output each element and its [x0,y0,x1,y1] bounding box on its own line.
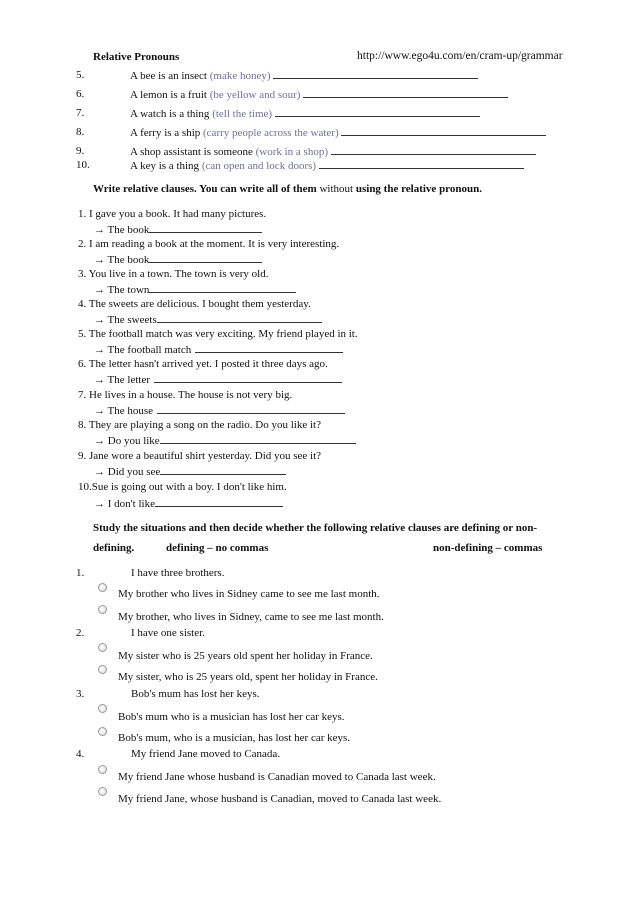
situation: I have three brothers. [131,567,225,579]
item-number: 9. [76,145,85,157]
answer-blank[interactable] [319,158,524,169]
question: 8. They are playing a song on the radio. Do you like it? [78,419,321,431]
sentence: A watch is a thing [130,108,210,120]
list-item-text [130,106,480,121]
list-item [76,144,84,158]
answer-prompt: → The sweets [94,314,157,326]
answer-line [94,282,296,297]
radio-button[interactable] [98,727,107,736]
sentence: A ferry is a ship [130,127,201,139]
list-item-text [130,125,546,140]
answer-blank[interactable] [154,372,342,383]
sentence: A key is a thing [130,160,200,172]
list-item [76,125,84,139]
list-item [76,158,90,172]
item-number: 10. [76,159,90,171]
option-text: Bob's mum who is a musician has lost her car keys. [118,711,345,723]
situation: Bob's mum has lost her keys. [131,688,260,700]
instruction-plain: without [319,183,354,195]
answer-prompt: → The book [94,224,150,236]
part3-instruction: Study the situations and then decide whether the following relative clauses are defining or non- [93,522,538,534]
answer-prompt: → The letter [94,374,150,386]
answer-prompt: → The book [94,254,150,266]
hint: (tell the time) [212,108,273,120]
option-text: My sister, who is 25 years old, spent her holiday in France. [118,671,378,683]
option-text: My friend Jane, whose husband is Canadian, moved to Canada last week. [118,793,442,805]
item-number: 4. [76,748,85,760]
question: 7. He lives in a house. The house is not very big. [78,389,293,401]
answer-blank[interactable] [195,342,343,353]
answer-blank[interactable] [331,144,536,155]
answer-blank[interactable] [160,433,356,444]
answer-line [94,312,322,327]
option-text: Bob's mum, who is a musician, has lost her car keys. [118,732,351,744]
list-item-text [130,158,524,173]
item-number: 3. [76,688,85,700]
answer-line [94,252,262,267]
option-text: My sister who is 25 years old spent her holiday in France. [118,650,373,662]
option-text: My brother, who lives in Sidney, came to see me last month. [118,611,384,623]
list-item [76,106,84,120]
nondefining-label: non-defining – commas [433,542,543,554]
item-number: 8. [76,126,85,138]
answer-prompt: → Do you like [94,435,160,447]
instruction-bold: Write relative clauses. You can write all of them [93,183,317,195]
list-item-text [130,87,508,102]
radio-button[interactable] [98,605,107,614]
answer-blank[interactable] [275,106,480,117]
item-number: 6. [76,88,85,100]
source-url: http://www.ego4u.com/en/cram-up/grammar [357,50,563,62]
item-number: 1. [76,567,85,579]
sentence: A bee is an insect [130,70,207,82]
question: 5. The football match was very exciting. My friend played in it. [78,328,358,340]
part3-instruction-2: defining. [93,542,135,554]
answer-blank[interactable] [155,496,283,507]
list-item-text [130,144,536,159]
item-number: 5. [76,69,85,81]
answer-blank[interactable] [303,87,508,98]
answer-line [94,496,283,511]
radio-button[interactable] [98,643,107,652]
answer-line [94,464,286,479]
answer-prompt: → The town [94,284,150,296]
answer-line [94,433,356,448]
question: 3. You live in a town. The town is very old. [78,268,269,280]
hint: (be yellow and sour) [209,89,301,101]
question: 10.Sue is going out with a boy. I don't like him. [78,481,287,493]
question: 9. Jane wore a beautiful shirt yesterday. Did you see it? [78,450,322,462]
item-number: 7. [76,107,85,119]
answer-prompt: → Did you see [94,466,161,478]
answer-blank[interactable] [160,464,286,475]
answer-prompt: → The football match [94,344,192,356]
answer-blank[interactable] [157,312,322,323]
answer-blank[interactable] [149,222,262,233]
answer-prompt: → I don't like [94,498,155,510]
answer-blank[interactable] [149,252,262,263]
sentence: A shop assistant is someone [130,146,253,158]
answer-blank[interactable] [149,282,296,293]
answer-blank[interactable] [273,68,478,79]
hint: (carry people across the water) [203,127,339,139]
hint: (can open and lock doors) [201,160,317,172]
answer-prompt: → The house [94,405,154,417]
sentence: A lemon is a fruit [130,89,207,101]
answer-blank[interactable] [157,403,345,414]
list-item [76,68,84,82]
part2-instruction [93,182,482,196]
answer-line [94,372,342,387]
defining-label: defining – no commas [166,542,269,554]
option-text: My friend Jane whose husband is Canadian moved to Canada last week. [118,771,436,783]
radio-button[interactable] [98,704,107,713]
situation: My friend Jane moved to Canada. [131,748,281,760]
radio-button[interactable] [98,583,107,592]
answer-line [94,403,345,418]
answer-blank[interactable] [341,125,546,136]
radio-button[interactable] [98,665,107,674]
radio-button[interactable] [98,765,107,774]
option-text: My brother who lives in Sidney came to see me last month. [118,588,380,600]
radio-button[interactable] [98,787,107,796]
instruction-bold-2: using the relative pronoun. [355,183,482,195]
answer-line [94,222,262,237]
situation: I have one sister. [131,627,205,639]
hint: (work in a shop) [255,146,328,158]
question: 1. I gave you a book. It had many pictures. [78,208,267,220]
answer-line [94,342,343,357]
list-item-text [130,68,478,83]
page-title: Relative Pronouns [93,51,180,63]
question: 2. I am reading a book at the moment. It is very interesting. [78,238,340,250]
list-item [76,87,84,101]
hint: (make honey) [209,70,271,82]
question: 4. The sweets are delicious. I bought them yesterday. [78,298,311,310]
item-number: 2. [76,627,85,639]
question: 6. The letter hasn't arrived yet. I posted it three days ago. [78,358,328,370]
